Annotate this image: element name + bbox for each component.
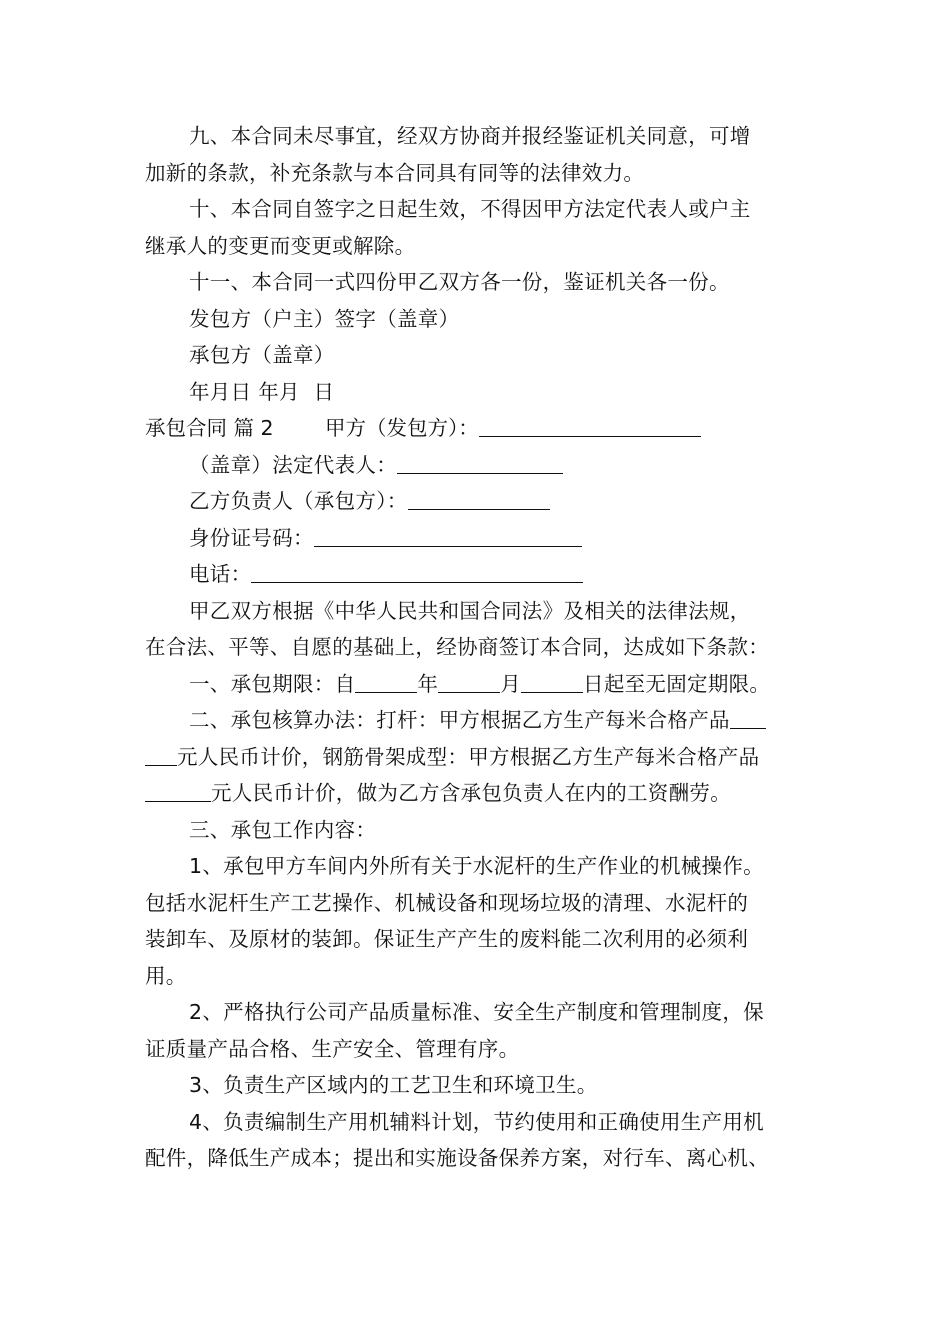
item-2-line-2: 证质量产品合格、生产安全、管理有序。 bbox=[145, 1036, 520, 1061]
section-3-heading: 三、承包工作内容： bbox=[189, 817, 377, 842]
term-month-blank bbox=[438, 670, 500, 693]
item-1-line-2: 包括水泥杆生产工艺操作、机械设备和现场垃圾的清理、水泥杆的 bbox=[145, 890, 749, 915]
party-a-blank bbox=[479, 414, 701, 437]
clause-9-line-1: 九、本合同未尽事宜，经双方协商并报经鉴证机关同意，可增 bbox=[189, 124, 751, 148]
term-year-label: 年 bbox=[417, 671, 439, 696]
phone-label: 电话： bbox=[189, 562, 252, 586]
party-b-row bbox=[145, 483, 825, 520]
contract-title: 承包合同 篇 2 bbox=[145, 416, 274, 440]
contractor-seal-label: 承包方（盖章） bbox=[189, 343, 335, 367]
legal-rep-blank bbox=[397, 451, 563, 474]
calc-blank-1b bbox=[145, 743, 177, 766]
legal-rep-label: （盖章）法定代表人： bbox=[189, 452, 397, 477]
employer-signature-label: 发包方（户主）签字（盖章） bbox=[189, 306, 460, 331]
party-a-label: 甲方（发包方）： bbox=[325, 416, 479, 440]
item-1-line-3: 装卸车、及原材的装卸。保证生产产生的废料能二次利用的必须利 bbox=[145, 927, 749, 951]
contract-text bbox=[145, 118, 825, 1177]
phone-blank bbox=[251, 560, 583, 583]
calc-line-3 bbox=[145, 775, 825, 812]
calc-text-1: 二、承包核算办法：打杆：甲方根据乙方生产每米合格产品 bbox=[189, 708, 730, 732]
clause-11: 十一、本合同一式四份甲乙双方各一份，鉴证机关各一份。 bbox=[189, 270, 730, 294]
term-clause bbox=[145, 666, 825, 703]
date-line: 年月日 年月 日 bbox=[189, 379, 335, 404]
party-b-label: 乙方负责人（承包方）： bbox=[189, 489, 408, 513]
clause-9-line-2: 加新的条款，补充条款与本合同具有同等的法律效力。 bbox=[145, 160, 645, 185]
preamble-line-2: 在合法、平等、自愿的基础上，经协商签订本合同，达成如下条款： bbox=[145, 635, 769, 659]
calc-text-3: 元人民币计价，做为乙方含承包负责人在内的工资酬劳。 bbox=[211, 781, 731, 805]
item-1-line-4: 用。 bbox=[145, 963, 187, 988]
item-3-line-1: 3、负责生产区域内的工艺卫生和环境卫生。 bbox=[189, 1073, 598, 1097]
legal-rep-row bbox=[145, 447, 825, 484]
calc-blank-2 bbox=[145, 779, 211, 802]
item-4-line-1: 4、负责编制生产用机辅料计划，节约使用和正确使用生产用机 bbox=[189, 1109, 764, 1134]
term-day-label: 日起至无固定期限。 bbox=[583, 671, 771, 696]
item-4-line-2: 配件，降低生产成本；提出和实施设备保养方案，对行车、离心机、 bbox=[145, 1146, 769, 1170]
contract-2-heading bbox=[145, 410, 825, 447]
phone-row bbox=[145, 556, 825, 593]
term-day-blank bbox=[521, 670, 583, 693]
calc-line-1 bbox=[145, 702, 825, 739]
clause-10-line-2: 继承人的变更而变更或解除。 bbox=[145, 233, 416, 258]
term-label: 一、承包期限：自 bbox=[189, 671, 356, 696]
id-number-label: 身份证号码： bbox=[189, 525, 314, 550]
item-1-line-1: 1、承包甲方车间内外所有关于水泥杆的生产作业的机械操作。 bbox=[189, 854, 764, 878]
calc-line-2 bbox=[145, 739, 825, 776]
term-month-label: 月 bbox=[500, 671, 522, 696]
term-year-blank bbox=[355, 670, 417, 693]
preamble-line-1: 甲乙双方根据《中华人民共和国合同法》及相关的法律法规， bbox=[189, 598, 751, 623]
item-2-line-1: 2、严格执行公司产品质量标准、安全生产制度和管理制度，保 bbox=[189, 1000, 764, 1024]
id-number-blank bbox=[314, 524, 582, 547]
party-b-blank bbox=[408, 487, 550, 510]
id-number-row bbox=[145, 520, 825, 557]
clause-10-line-1: 十、本合同自签字之日起生效，不得因甲方法定代表人或户主 bbox=[189, 197, 751, 221]
calc-text-2: 元人民币计价，钢筋骨架成型：甲方根据乙方生产每米合格产品 bbox=[177, 744, 760, 769]
calc-blank-1a bbox=[730, 706, 766, 729]
